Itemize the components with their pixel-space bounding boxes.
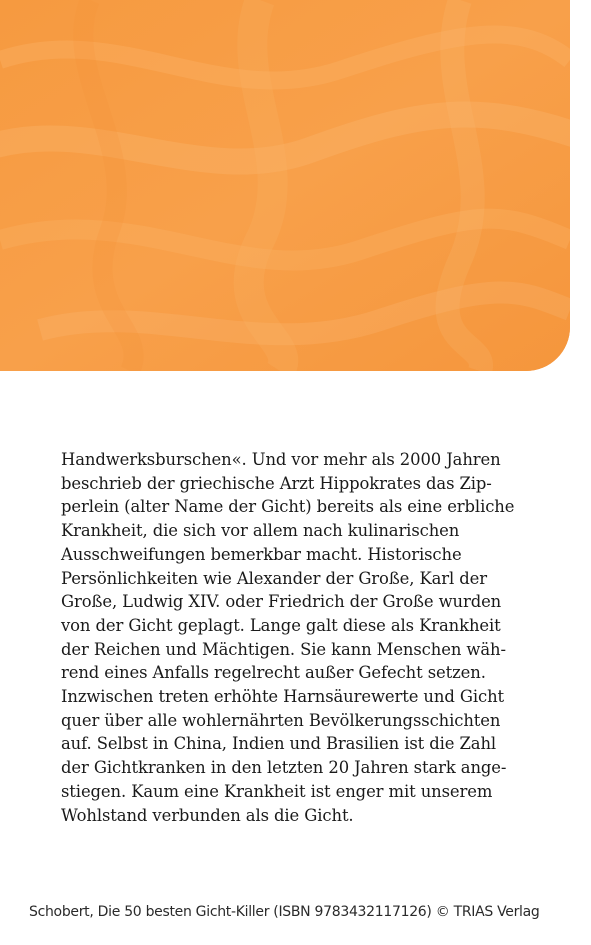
text-line: der Gichtkranken in den letzten 20 Jahren stark ange- — [61, 758, 507, 778]
text-line: Ausschweifungen bemerkbar macht. Historische — [61, 544, 462, 564]
text-line: Große, Ludwig XIV. oder Friedrich der Große wurden — [61, 592, 502, 612]
text-line: Krankheit, die sich vor allem nach kulinarischen — [61, 521, 460, 541]
body-paragraph — [61, 448, 515, 827]
text-line: quer über alle wohlernährten Bevölkerungsschichten — [61, 710, 501, 730]
text-line: rend eines Anfalls regelrecht außer Gefecht setzen. — [61, 663, 486, 683]
text-line: perlein (alter Name der Gicht) bereits als eine erbliche — [61, 497, 515, 517]
orange-header-panel — [0, 0, 570, 371]
text-line: Persönlichkeiten wie Alexander der Große, Karl der — [61, 568, 488, 588]
text-line: der Reichen und Mächtigen. Sie kann Menschen wäh- — [61, 639, 506, 659]
text-line: beschrieb der griechische Arzt Hippokrates das Zip- — [61, 473, 492, 493]
text-line: von der Gicht geplagt. Lange galt diese als Krankheit — [61, 615, 501, 635]
text-line: Handwerksburschen«. Und vor mehr als 2000 Jahren — [61, 450, 501, 469]
copyright-footer: Schobert, Die 50 besten Gicht-Killer (ISBN 9783432117126) © TRIAS Verlag — [29, 904, 540, 920]
marbled-texture-graphic — [0, 0, 570, 371]
text-line: auf. Selbst in China, Indien und Brasilien ist die Zahl — [61, 734, 497, 754]
text-line: Inzwischen treten erhöhte Harnsäurewerte und Gicht — [61, 687, 505, 707]
text-line: stiegen. Kaum eine Krankheit ist enger mit unserem — [61, 781, 493, 801]
text-line: Wohlstand verbunden als die Gicht. — [61, 805, 354, 825]
